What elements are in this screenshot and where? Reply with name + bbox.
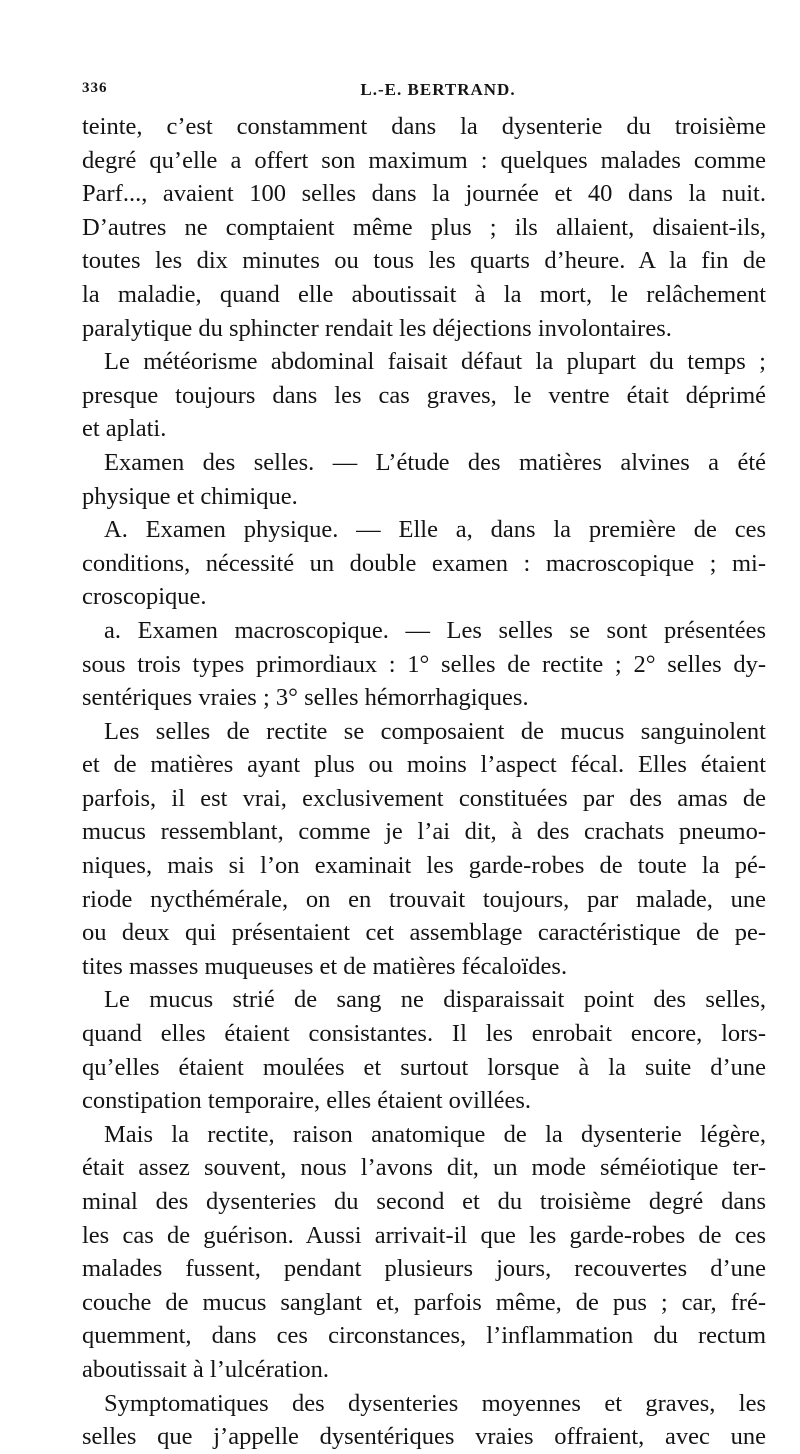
text-line: minal des dysenteries du second et du troisième degré dans — [82, 1188, 766, 1215]
text-line: aboutissait à l’ulcération. — [82, 1355, 329, 1383]
text-line: toutes les dix minutes ou tous les quarts d’heure. A la fin de — [82, 247, 766, 275]
text-line: était assez souvent, nous l’avons dit, un mode séméiotique ter- — [82, 1154, 766, 1182]
text-line: couche de mucus sanglant et, parfois même, de pus ; car, fré- — [82, 1288, 766, 1316]
text-line: conditions, nécessité un double examen : macroscopique ; mi- — [82, 549, 766, 577]
text-line: paralytique du sphincter rendait les déjections involontaires. — [82, 314, 672, 342]
text-line: mucus ressemblant, comme je l’ai dit, à des crachats pneumo- — [82, 818, 766, 846]
text-line: Le mucus strié de sang ne disparaissait point des selles, — [104, 986, 766, 1014]
text-block — [82, 110, 766, 1454]
text-line: D’autres ne comptaient même plus ; ils allaient, disaient-ils, — [82, 213, 766, 241]
text-line: constipation temporaire, elles étaient ovillées. — [82, 1087, 532, 1115]
text-line: la maladie, quand elle aboutissait à la mort, le relâchement — [82, 280, 766, 308]
text-line: les cas de guérison. Aussi arrivait-il que les garde-robes de ces — [82, 1221, 766, 1249]
text-line: Les selles de rectite se composaient de mucus sanguinolent — [104, 717, 766, 745]
text-line: sentériques vraies ; 3° selles hémorrhagiques. — [82, 684, 529, 712]
text-line: selles que j’appelle dysentériques vraies offraient, avec une — [82, 1423, 766, 1451]
running-head — [82, 80, 764, 106]
text-line: Symptomatiques des dysenteries moyennes et graves, les — [104, 1389, 766, 1417]
text-line: tites masses muqueuses et de matières fécaloïdes. — [82, 952, 568, 980]
text-line: qu’elles étaient moulées et surtout lorsque à la suite d’une — [82, 1053, 766, 1081]
text-line: croscopique. — [82, 583, 207, 611]
text-line: a. Examen macroscopique. — Les selles se sont présentées — [104, 616, 766, 644]
text-line: quand elles étaient consistantes. Il les enrobait encore, lors- — [82, 1020, 766, 1048]
page-number: 336 — [82, 80, 108, 96]
text-line: et de matières ayant plus ou moins l’aspect fécal. Elles étaient — [82, 751, 766, 779]
body-text — [82, 110, 766, 1454]
text-line: degré qu’elle a offert son maximum : quelques malades comme — [82, 146, 766, 174]
text-line: Parf..., avaient 100 selles dans la journée et 40 dans la nuit. — [82, 180, 766, 208]
text-line: riode nycthémérale, on en trouvait toujours, par malade, une — [82, 885, 766, 913]
text-line: A. Examen physique. — Elle a, dans la première de ces — [104, 516, 766, 544]
text-line: niques, mais si l’on examinait les garde-robes de toute la pé- — [82, 852, 766, 880]
text-line: malades fussent, pendant plusieurs jours, recouvertes d’une — [82, 1255, 766, 1283]
text-line: ou deux qui présentaient cet assemblage caractéristique de pe- — [82, 919, 766, 947]
text-line: quemment, dans ces circonstances, l’inflammation du rectum — [82, 1322, 766, 1350]
text-line: Examen des selles. — L’étude des matières alvines a été — [104, 448, 766, 476]
text-line: et aplati. — [82, 415, 167, 443]
text-line: presque toujours dans les cas graves, le ventre était déprimé — [82, 381, 766, 409]
text-line: Le météorisme abdominal faisait défaut la plupart du temps ; — [104, 348, 766, 376]
text-line: sous trois types primordiaux : 1° selles de rectite ; 2° selles dy- — [82, 650, 766, 678]
text-line: physique et chimique. — [82, 482, 298, 510]
text-line: parfois, il est vrai, exclusivement constituées par des amas de — [82, 784, 766, 812]
running-title: L.-E. BERTRAND. — [360, 80, 516, 99]
text-line: Mais la rectite, raison anatomique de la dysenterie légère, — [104, 1120, 766, 1148]
text-line: teinte, c’est constamment dans la dysenterie du troisième — [82, 113, 766, 140]
